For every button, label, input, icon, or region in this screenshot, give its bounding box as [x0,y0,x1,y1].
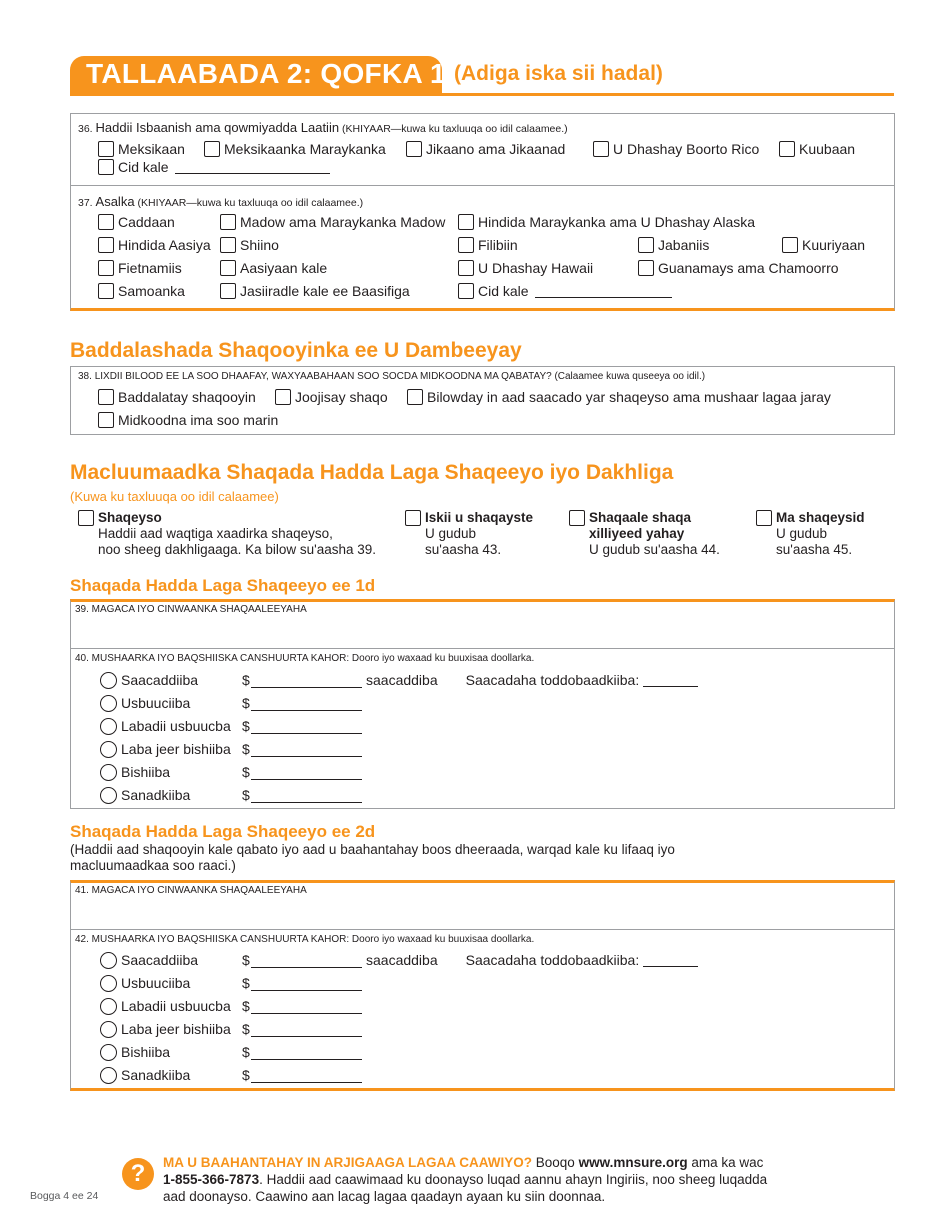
q38-option-fewer-hours[interactable]: Bilowday in aad saacado yar shaqeyso ama mushaar lagaa jaray [407,389,831,405]
checkbox[interactable] [204,141,220,157]
q37-other-field[interactable] [535,285,672,298]
q37-option-guanamays[interactable]: Guanamays ama Chamoorro [638,260,839,276]
section-hint: (Kuwa ku taxluuqa oo idil calaamee) [70,489,279,504]
checkbox[interactable] [98,237,114,253]
q36-option-other[interactable]: Cid kale [98,159,330,175]
radio[interactable] [100,1067,117,1084]
checkbox[interactable] [275,389,291,405]
radio[interactable] [100,764,117,781]
divider [70,648,895,649]
section-title-job-changes: Baddalashada Shaqooyinka ee U Dambeeyay [70,339,522,362]
q37-option-kuuriyaan[interactable]: Kuuriyaan [782,237,865,253]
page-title: TALLAABADA 2: QOFKA 1 [86,58,446,89]
checkbox[interactable] [569,510,585,526]
job2-pay-biweekly[interactable]: Labadii usbuucba $ [100,996,362,1016]
amount-field[interactable] [251,767,362,780]
checkbox[interactable] [458,237,474,253]
q36-question: 36. Haddii Isbaanish ama qowmiyadda Laatiin (KHIYAAR—kuwa ku taxluuqa oo idil calaamee.) [78,120,568,135]
checkbox[interactable] [220,237,236,253]
job2-pay-weekly[interactable]: Usbuuciiba $ [100,973,362,993]
q36-option-jikaano[interactable]: Jikaano ama Jikaanad [406,141,565,157]
amount-field[interactable] [251,675,362,688]
q37-option-fietnamiis[interactable]: Fietnamiis [98,260,182,276]
checkbox[interactable] [78,510,94,526]
q41-employer-field[interactable] [72,899,892,927]
checkbox[interactable] [98,412,114,428]
checkbox[interactable] [405,510,421,526]
website-link[interactable]: www.mnsure.org [578,1155,688,1170]
help-text: MA U BAAHANTAHAY IN ARJIGAAGA LAGAA CAAWIYO? Booqo www.mnsure.org ama ka wac 1-855-366-7873. Haddii aad caawimaad ku doonayso luqad aannu ahayn Ingiriis, noo sheeg luqadda aad doonayso. Caawino aan lacag lagaa qaadayn ayaan ku siin doonnaa. [163,1155,768,1204]
checkbox[interactable] [458,214,474,230]
job2-pay-twice-monthly[interactable]: Laba jeer bishiiba $ [100,1019,362,1039]
checkbox[interactable] [98,389,114,405]
job1-pay-weekly[interactable]: Usbuuciiba $ [100,693,362,713]
job1-pay-biweekly[interactable]: Labadii usbuucba $ [100,716,362,736]
amount-field[interactable] [251,721,362,734]
q36-option-boorto-rico[interactable]: U Dhashay Boorto Rico [593,141,759,157]
q36-option-meksikaan[interactable]: Meksikaan [98,141,185,157]
job1-title: Shaqada Hadda Laga Shaqeeyo ee 1d [70,576,376,595]
job1-pay-yearly[interactable]: Sanadkiiba $ [100,785,362,805]
amount-field[interactable] [251,744,362,757]
employment-option-seasonal[interactable]: Shaqaale shaqa xilliyeed yahay U gudub su'aasha 44. [569,510,720,558]
q37-option-aasiyaan-kale[interactable]: Aasiyaan kale [220,260,327,276]
checkbox[interactable] [220,214,236,230]
amount-field[interactable] [251,1001,362,1014]
q37-option-other[interactable]: Cid kale [458,283,672,299]
q37-option-samoanka[interactable]: Samoanka [98,283,185,299]
checkbox[interactable] [407,389,423,405]
checkbox[interactable] [593,141,609,157]
q37-option-hawaii[interactable]: U Dhashay Hawaii [458,260,593,276]
amount-field[interactable] [251,978,362,991]
amount-field[interactable] [251,955,362,968]
job2-pay-yearly[interactable]: Sanadkiiba $ [100,1065,362,1085]
checkbox[interactable] [458,260,474,276]
q37-option-caddaan[interactable]: Caddaan [98,214,175,230]
q37-option-madow[interactable]: Madow ama Maraykanka Madow [220,214,445,230]
q37-question: 37. Asalka (KHIYAAR—kuwa ku taxluuqa oo idil calaamee.) [78,194,364,209]
q38-option-changed-jobs[interactable]: Baddalatay shaqooyin [98,389,256,405]
q37-option-shiino[interactable]: Shiino [220,237,279,253]
page-subtitle: (Adiga iska sii hadal) [454,62,663,85]
checkbox[interactable] [638,260,654,276]
checkbox[interactable] [756,510,772,526]
job1-pay-twice-monthly[interactable]: Laba jeer bishiiba $ [100,739,362,759]
checkbox[interactable] [220,283,236,299]
q39-employer-field[interactable] [72,618,892,646]
hours-field[interactable] [643,954,698,967]
radio[interactable] [100,1021,117,1038]
checkbox[interactable] [779,141,795,157]
q39-label: 39. MAGACA IYO CINWAANKA SHAQAALEEYAHA [75,604,307,615]
checkbox[interactable] [98,141,114,157]
help-question-icon: ? [122,1158,154,1190]
checkbox[interactable] [638,237,654,253]
q37-option-filibiin[interactable]: Filibiin [458,237,518,253]
divider [70,185,895,186]
phone-number[interactable]: 1-855-366-7873 [163,1172,260,1187]
q37-option-hindida-maraykanka[interactable]: Hindida Maraykanka ama U Dhashay Alaska [458,214,755,230]
q38-option-none[interactable]: Midkoodna ima soo marin [98,412,278,428]
header-rule [70,93,894,96]
q36-other-field[interactable] [175,161,330,174]
radio[interactable] [100,787,117,804]
q38-option-stopped-job[interactable]: Joojisay shaqo [275,389,388,405]
amount-field[interactable] [251,698,362,711]
checkbox[interactable] [98,260,114,276]
checkbox[interactable] [98,159,114,175]
amount-field[interactable] [251,1070,362,1083]
q37-option-jabaniis[interactable]: Jabaniis [638,237,709,253]
q40-label: 40. MUSHAARKA IYO BAQSHIISKA CANSHUURTA KAHOR: Dooro iyo waxaad ku buuxisaa doollarka. [75,653,535,664]
job1-pay-monthly[interactable]: Bishiiba $ [100,762,362,782]
employment-option-self-employed[interactable]: Iskii u shaqayste U gudub su'aasha 43. [405,510,533,558]
job2-pay-monthly[interactable]: Bishiiba $ [100,1042,362,1062]
radio[interactable] [100,672,117,689]
q42-label: 42. MUSHAARKA IYO BAQSHIISKA CANSHUURTA KAHOR: Dooro iyo waxaad ku buuxisaa doollarka. [75,934,535,945]
radio[interactable] [100,952,117,969]
job2-title: Shaqada Hadda Laga Shaqeeyo ee 2d [70,822,376,841]
employment-option-not-employed[interactable]: Ma shaqeysid U gudub su'aasha 45. [756,510,865,558]
section-title-current-job: Macluumaadka Shaqada Hadda Laga Shaqeeyo iyo Dakhliga [70,461,674,484]
amount-field[interactable] [251,1047,362,1060]
q41-label: 41. MAGACA IYO CINWAANKA SHAQAALEEYAHA [75,885,307,896]
hours-field[interactable] [643,674,698,687]
q36-option-meksikaanka-maraykanka[interactable]: Meksikaanka Maraykanka [204,141,386,157]
checkbox[interactable] [458,283,474,299]
employment-option-employed[interactable]: Shaqeyso Haddii aad waqtiga xaadirka shaqeyso, noo sheeg dakhligaaga. Ka bilow su'aasha 39. [78,510,376,558]
q38-question: 38. LIXDII BILOOD EE LA SOO DHAAFAY, WAXYAABAHAAN SOO SOCDA MIDKOODNA MA QABATAY? (Calaamee kuwa quseeya oo idil.) [78,371,706,382]
checkbox[interactable] [220,260,236,276]
radio[interactable] [100,1044,117,1061]
radio[interactable] [100,998,117,1015]
checkbox[interactable] [406,141,422,157]
radio[interactable] [100,741,117,758]
job2-note: (Haddii aad shaqooyin kale qabato iyo aad u baahantahay boos dheeraada, warqad kale ku lifaaq iyo macluumaadkaa soo raaci.) [70,842,675,873]
amount-field[interactable] [251,1024,362,1037]
q37-option-jasiiradle[interactable]: Jasiiradle kale ee Baasifiga [220,283,410,299]
radio[interactable] [100,975,117,992]
amount-field[interactable] [251,790,362,803]
job1-pay-hourly[interactable]: Saacaddiiba $ saacaddiba Saacadaha toddobaadkiiba: [100,670,698,690]
radio[interactable] [100,695,117,712]
page-number: Bogga 4 ee 24 [30,1190,99,1202]
checkbox[interactable] [782,237,798,253]
radio[interactable] [100,718,117,735]
q36-option-kuubaan[interactable]: Kuubaan [779,141,855,157]
job2-pay-hourly[interactable]: Saacaddiiba $ saacaddiba Saacadaha toddobaadkiiba: [100,950,698,970]
q37-option-hindida-aasiya[interactable]: Hindida Aasiya [98,237,211,253]
checkbox[interactable] [98,214,114,230]
checkbox[interactable] [98,283,114,299]
divider [70,929,895,930]
